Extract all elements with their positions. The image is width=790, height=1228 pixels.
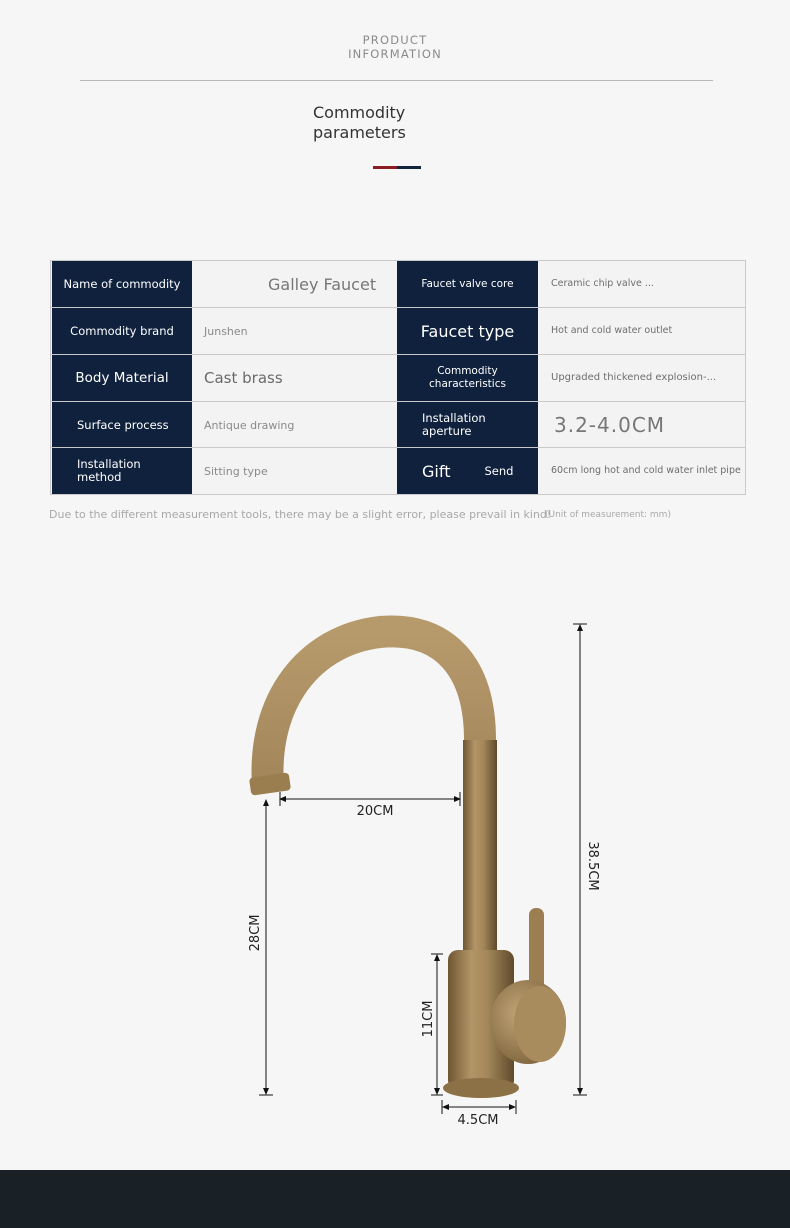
section-title-line-2: parameters bbox=[313, 123, 406, 142]
dimension-body-height bbox=[421, 954, 443, 1095]
faucet-handle-face bbox=[514, 986, 566, 1062]
product-information-heading bbox=[0, 33, 790, 61]
label-gift bbox=[397, 448, 538, 494]
label-body-material: Body Material bbox=[52, 355, 192, 401]
dimension-spout-reach bbox=[280, 792, 460, 819]
label-surface-process: Surface process bbox=[52, 402, 192, 448]
accent-bar-red bbox=[373, 166, 397, 169]
table-row bbox=[51, 447, 745, 494]
value-name-of-commodity: Galley Faucet bbox=[268, 274, 377, 294]
value-installation-aperture: 3.2-4.0CM bbox=[554, 413, 666, 437]
faucet-spout bbox=[267, 631, 480, 960]
faucet-illustration bbox=[249, 631, 566, 1098]
table-row bbox=[51, 354, 745, 401]
faucet-dimension-diagram bbox=[0, 600, 790, 1130]
value-surface-process: Antique drawing bbox=[204, 418, 295, 432]
dimension-base-diameter bbox=[442, 1100, 516, 1128]
section-title bbox=[313, 103, 406, 143]
label-gift-send: Send bbox=[484, 463, 514, 478]
dimension-spout-height bbox=[248, 802, 273, 1095]
accent-bar-navy bbox=[397, 166, 421, 169]
footer-band bbox=[0, 1170, 790, 1228]
dimension-total-height bbox=[573, 624, 600, 1095]
value-body-material: Cast brass bbox=[204, 369, 283, 387]
heading-line-2: INFORMATION bbox=[348, 47, 442, 61]
faucet-stem bbox=[463, 740, 497, 960]
heading-line-1: PRODUCT bbox=[362, 33, 428, 47]
value-gift: 60cm long hot and cold water inlet pipe bbox=[551, 465, 741, 476]
label-faucet-type: Faucet type bbox=[397, 308, 538, 354]
parameters-table bbox=[50, 260, 746, 495]
label-spout-reach: 20CM bbox=[356, 804, 394, 819]
value-installation-method: Sitting type bbox=[204, 464, 268, 478]
table-row bbox=[51, 401, 745, 448]
label-installation-aperture: Installation aperture bbox=[397, 402, 538, 448]
value-faucet-valve-core: Ceramic chip valve ... bbox=[551, 278, 654, 289]
label-base-diameter: 4.5CM bbox=[457, 1113, 499, 1128]
label-faucet-valve-core: Faucet valve core bbox=[397, 261, 538, 307]
faucet-base bbox=[443, 1078, 519, 1098]
value-faucet-type: Hot and cold water outlet bbox=[551, 325, 673, 336]
section-title-line-1: Commodity bbox=[313, 103, 406, 122]
unit-note: (Unit of measurement: mm) bbox=[545, 510, 671, 520]
label-spout-height: 28CM bbox=[248, 914, 263, 952]
label-installation-method: Installation method bbox=[52, 448, 192, 494]
table-row bbox=[51, 307, 745, 354]
measurement-note: Due to the different measurement tools, there may be a slight error, please prevail in kind! bbox=[49, 508, 552, 521]
label-body-height: 11CM bbox=[421, 1000, 436, 1038]
label-name-of-commodity: Name of commodity bbox=[52, 261, 192, 307]
label-total-height: 38.5CM bbox=[585, 841, 600, 891]
label-commodity-characteristics: Commodity characteristics bbox=[397, 355, 538, 401]
value-commodity-brand: Junshen bbox=[204, 324, 248, 338]
label-commodity-brand: Commodity brand bbox=[52, 308, 192, 354]
table-row bbox=[51, 261, 745, 307]
value-commodity-characteristics: Upgraded thickened explosion-... bbox=[551, 372, 717, 383]
header-divider bbox=[80, 80, 713, 81]
label-gift-text: Gift bbox=[422, 461, 451, 481]
